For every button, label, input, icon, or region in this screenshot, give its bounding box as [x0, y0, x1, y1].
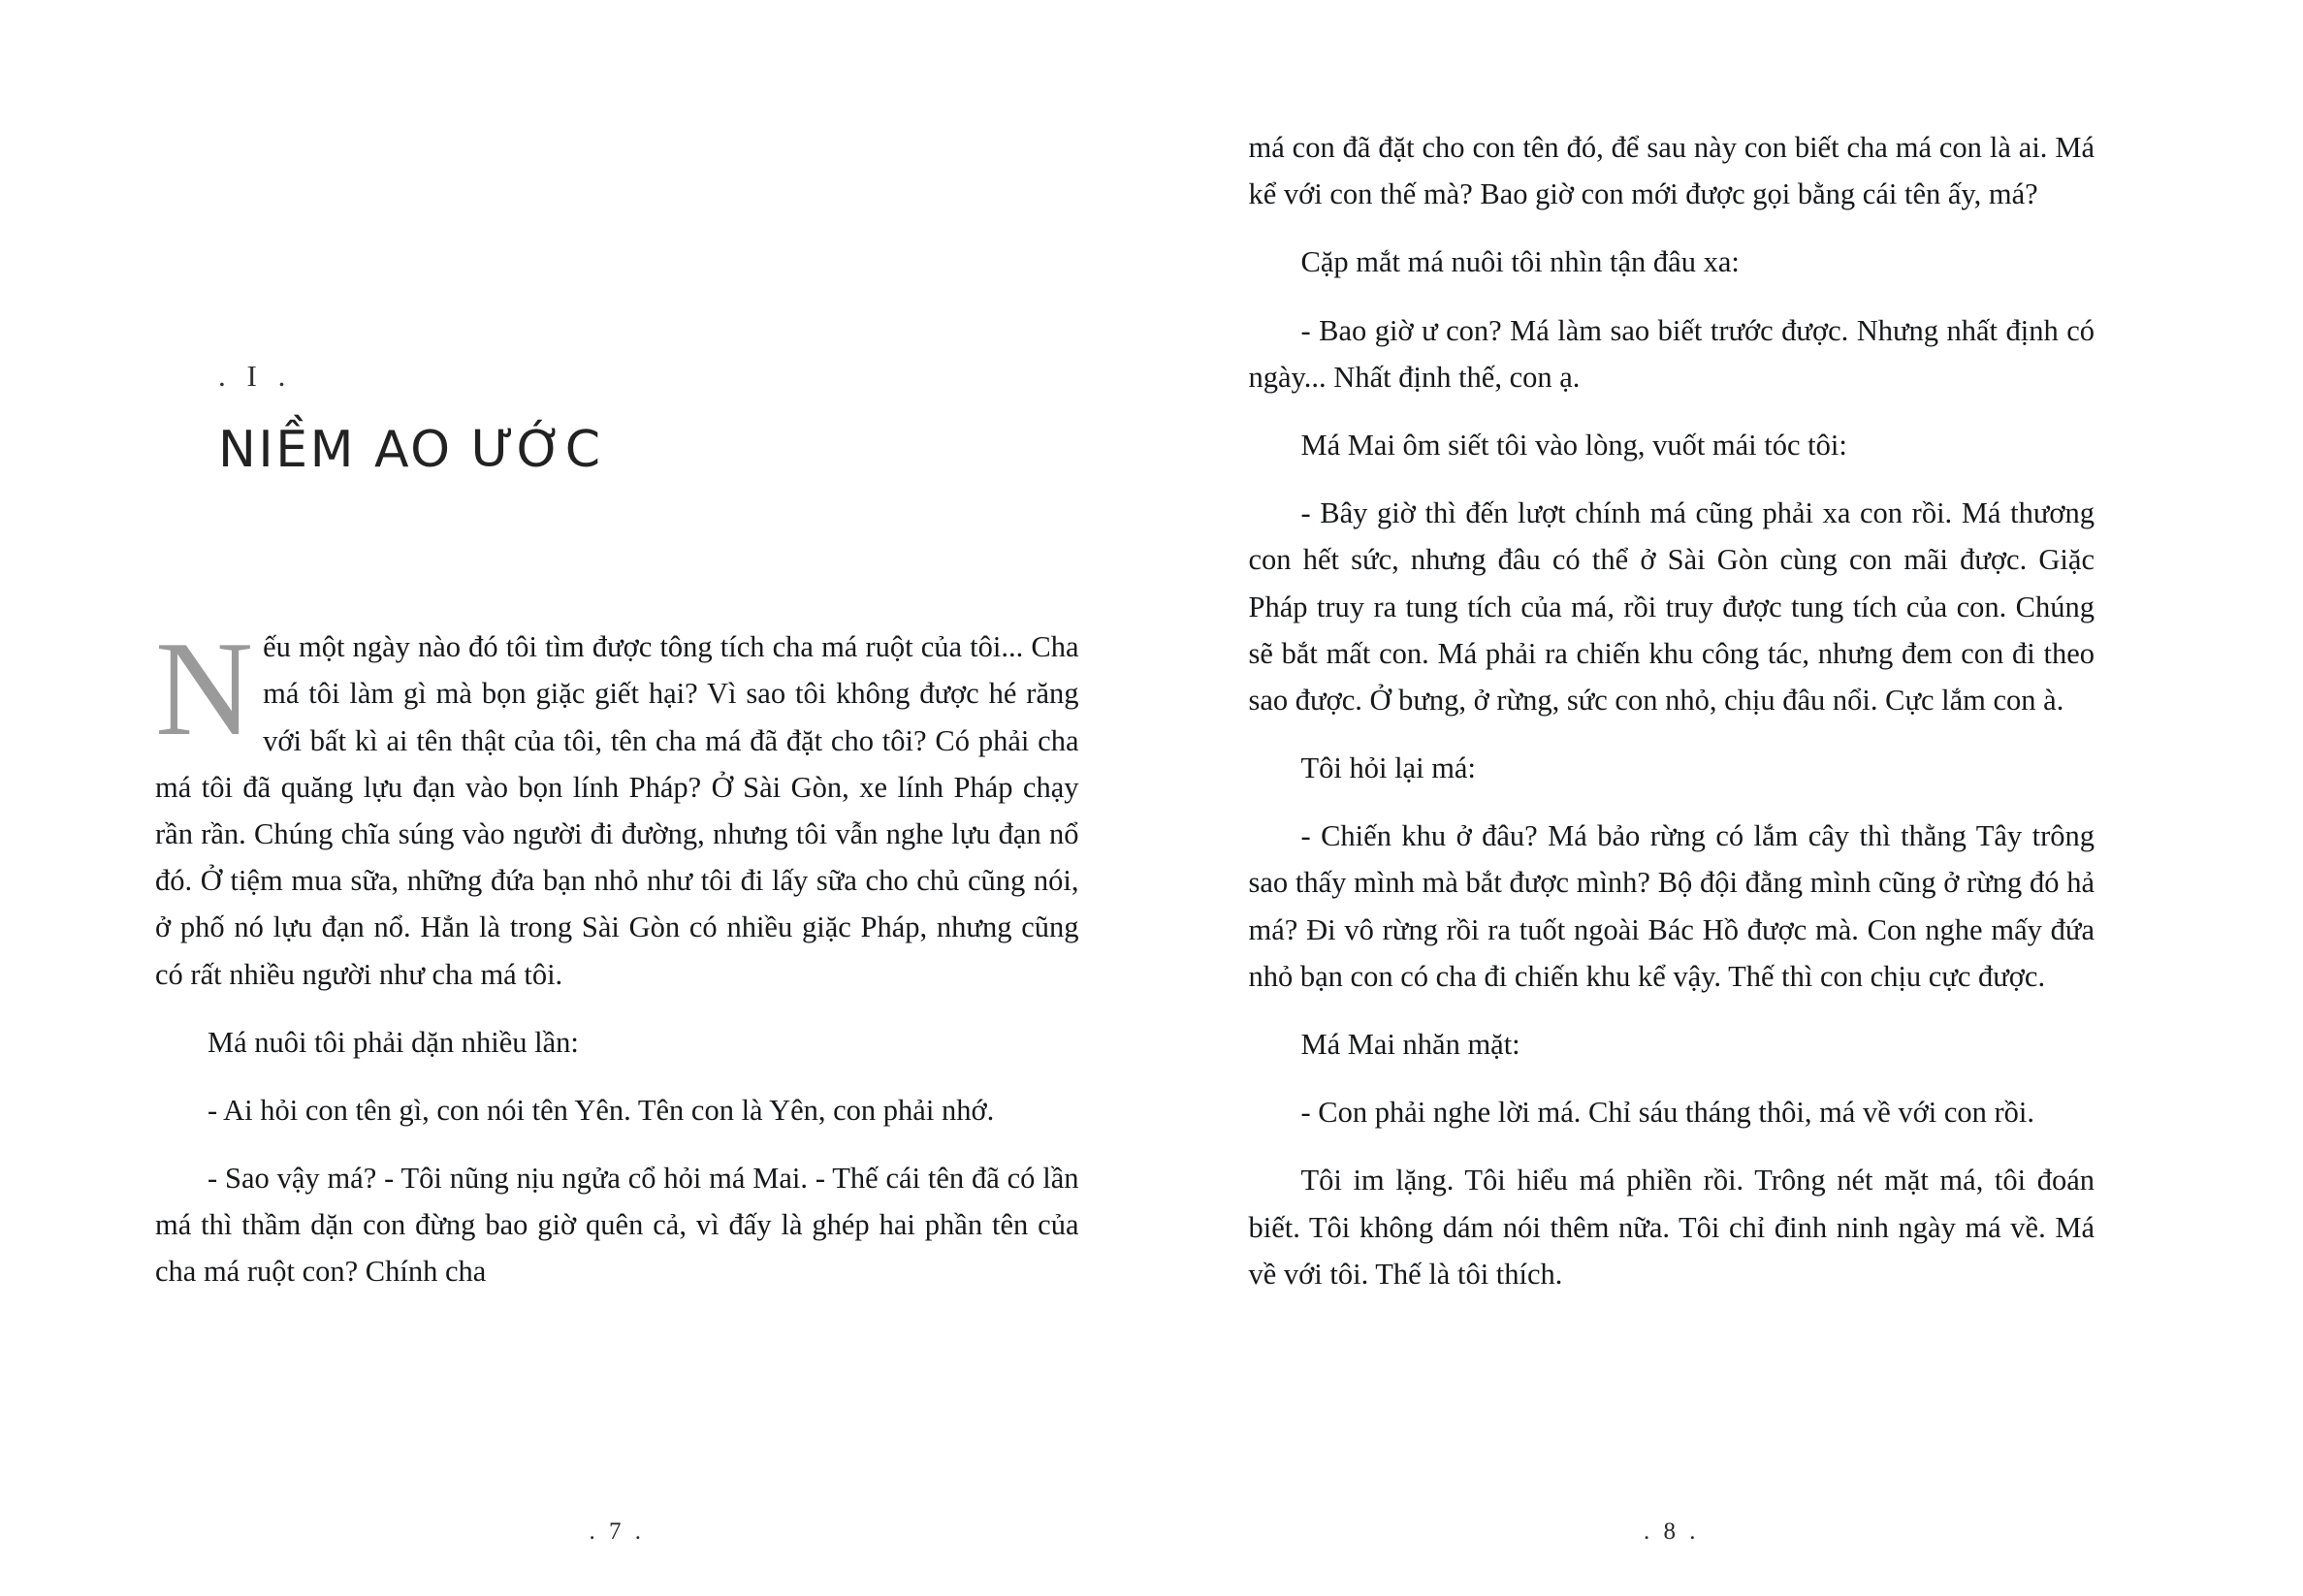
paragraph-opening — [155, 614, 1079, 998]
page-right — [1152, 0, 2303, 1596]
paragraph: Má Mai ôm siết tôi vào lòng, vuốt mái tóc tôi: — [1300, 428, 1847, 462]
paragraph: Má nuôi tôi phải dặn nhiều lần: — [208, 1025, 579, 1059]
paragraph: Cặp mắt má nuôi tôi nhìn tận đâu xa: — [1300, 245, 1740, 279]
chapter-number: . I . — [218, 359, 293, 393]
drop-cap: N — [155, 614, 254, 765]
paragraph: Tôi im lặng. Tôi hiểu má phiền rồi. Trông nét mặt má, tôi đoán biết. Tôi không dám nói thêm nữa. Tôi chỉ đinh ninh ngày má về. Má về với tôi. Thế là tôi thích. — [1248, 1164, 2095, 1291]
paragraph: - Chiến khu ở đâu? Má bảo rừng có lắm cây thì thằng Tây trông sao thấy mình mà bắt được mình? Bộ đội đằng mình cũng ở rừng đó hả má? Đi vô rừng rồi ra tuốt ngoài Bác Hồ được mà. Con nghe mấy đứa nhỏ bạn con có cha đi chiến khu kể vậy. Thế thì con chịu cực được. — [1248, 819, 2095, 993]
left-body-text — [155, 614, 1079, 1294]
paragraph-opening-text: ếu một ngày nào đó tôi tìm được tông tích cha má ruột của tôi... Cha má tôi làm gì mà bọn giặc giết hại? Vì sao tôi không được hé răng với bất kì ai tên thật của tôi, tên cha má đã đặt cho tôi? Có phải cha má tôi đã quăng lựu đạn vào bọn lính Pháp? Ở Sài Gòn, xe lính Pháp chạy rần rần. Chúng chĩa súng vào người đi đường, nhưng tôi vẫn nghe lựu đạn nổ đó. Ở tiệm mua sữa, những đứa bạn nhỏ như tôi đi lấy sữa cho chủ cũng nói, ở phố nó lựu đạn nổ. Hẳn là trong Sài Gòn có nhiều giặc Pháp, nhưng cũng có rất nhiều người như cha má tôi. — [155, 630, 1079, 991]
chapter-heading — [218, 0, 1079, 478]
paragraph: má con đã đặt cho con tên đó, để sau này con biết cha má con là ai. Má kể với con thế mà? Bao giờ con mới được gọi bằng cái tên ấy, má? — [1248, 131, 2095, 211]
paragraph: - Bao giờ ư con? Má làm sao biết trước được. Nhưng nhất định có ngày... Nhất định thế, con ạ. — [1248, 313, 2095, 394]
paragraph: - Sao vậy má? - Tôi nũng nịu ngửa cổ hỏi má Mai. - Thế cái tên đã có lần má thì thầm dặn con đừng bao giờ quên cả, vì đấy là ghép hai phần tên của cha má ruột con? Chính cha — [155, 1162, 1079, 1289]
paragraph: Má Mai nhăn mặt: — [1300, 1028, 1520, 1061]
right-body-text — [1249, 0, 2095, 1297]
page-number-left: . 7 . — [589, 1518, 645, 1545]
paragraph: Tôi hỏi lại má: — [1300, 751, 1476, 785]
page-number-right: . 8 . — [1644, 1518, 1700, 1545]
paragraph: - Ai hỏi con tên gì, con nói tên Yên. Tên con là Yên, con phải nhớ. — [208, 1093, 995, 1127]
chapter-title: NIỀM AO ƯỚC — [218, 421, 603, 479]
paragraph: - Bây giờ thì đến lượt chính má cũng phải xa con rồi. Má thương con hết sức, nhưng đâu có thể ở Sài Gòn cùng con mãi được. Giặc Pháp truy ra tung tích của má, rồi truy được tung tích của con. Chúng sẽ bắt mất con. Má phải ra chiến khu công tác, nhưng đem con đi theo sao được. Ở bưng, ở rừng, sức con nhỏ, chịu đâu nổi. Cực lắm con à. — [1248, 496, 2095, 717]
paragraph: - Con phải nghe lời má. Chỉ sáu tháng thôi, má về với con rồi. — [1300, 1096, 2035, 1130]
